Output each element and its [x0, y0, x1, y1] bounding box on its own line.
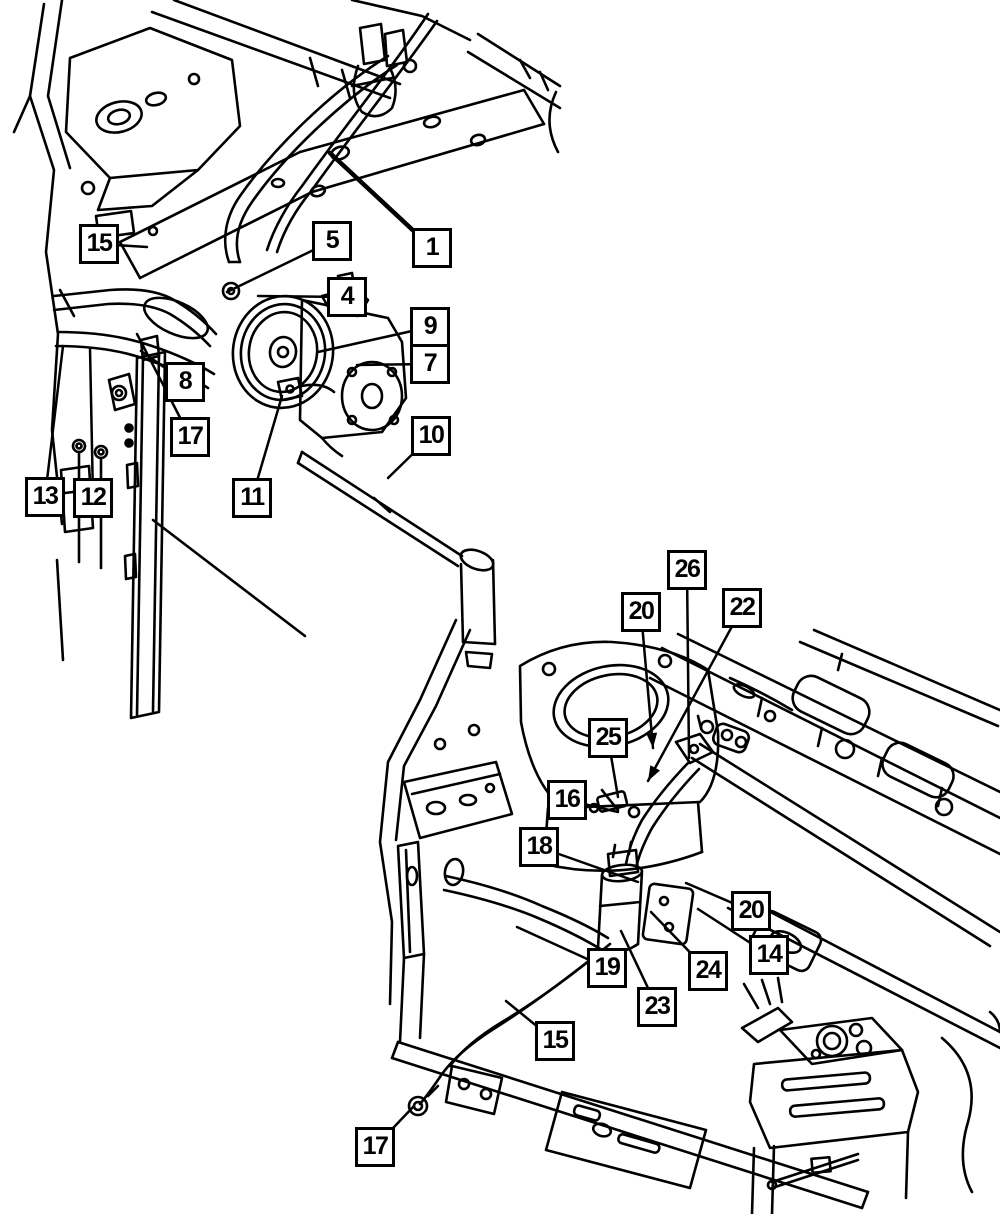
- top-view-line-art: [14, 0, 560, 718]
- callout-19[interactable]: 19: [587, 948, 627, 988]
- callout-22[interactable]: 22: [722, 588, 762, 628]
- callout-16[interactable]: 16: [547, 780, 587, 820]
- callout-26[interactable]: 26: [667, 550, 707, 590]
- leader-line-26: [687, 570, 689, 758]
- callout-4[interactable]: 4: [327, 277, 367, 317]
- callout-18[interactable]: 18: [519, 827, 559, 867]
- leader-arrowhead: [648, 765, 660, 781]
- callout-13[interactable]: 13: [25, 477, 65, 517]
- callout-10[interactable]: 10: [411, 416, 451, 456]
- callout-17[interactable]: 17: [170, 417, 210, 457]
- callout-8[interactable]: 8: [165, 362, 205, 402]
- callout-12[interactable]: 12: [73, 478, 113, 518]
- callout-23[interactable]: 23: [637, 987, 677, 1027]
- bottom-view-line-art: [380, 620, 1000, 1214]
- callout-9[interactable]: 9: [410, 307, 450, 347]
- callout-24[interactable]: 24: [688, 951, 728, 991]
- callout-15[interactable]: 15: [79, 224, 119, 264]
- callout-17[interactable]: 17: [355, 1127, 395, 1167]
- callout-25[interactable]: 25: [588, 718, 628, 758]
- callout-5[interactable]: 5: [312, 221, 352, 261]
- callout-11[interactable]: 11: [232, 478, 272, 518]
- callout-15[interactable]: 15: [535, 1021, 575, 1061]
- callout-20[interactable]: 20: [621, 592, 661, 632]
- callout-20[interactable]: 20: [731, 891, 771, 931]
- callout-7[interactable]: 7: [410, 344, 450, 384]
- callout-1[interactable]: 1: [412, 228, 452, 268]
- callout-14[interactable]: 14: [749, 935, 789, 975]
- leader-line-22: [648, 608, 742, 781]
